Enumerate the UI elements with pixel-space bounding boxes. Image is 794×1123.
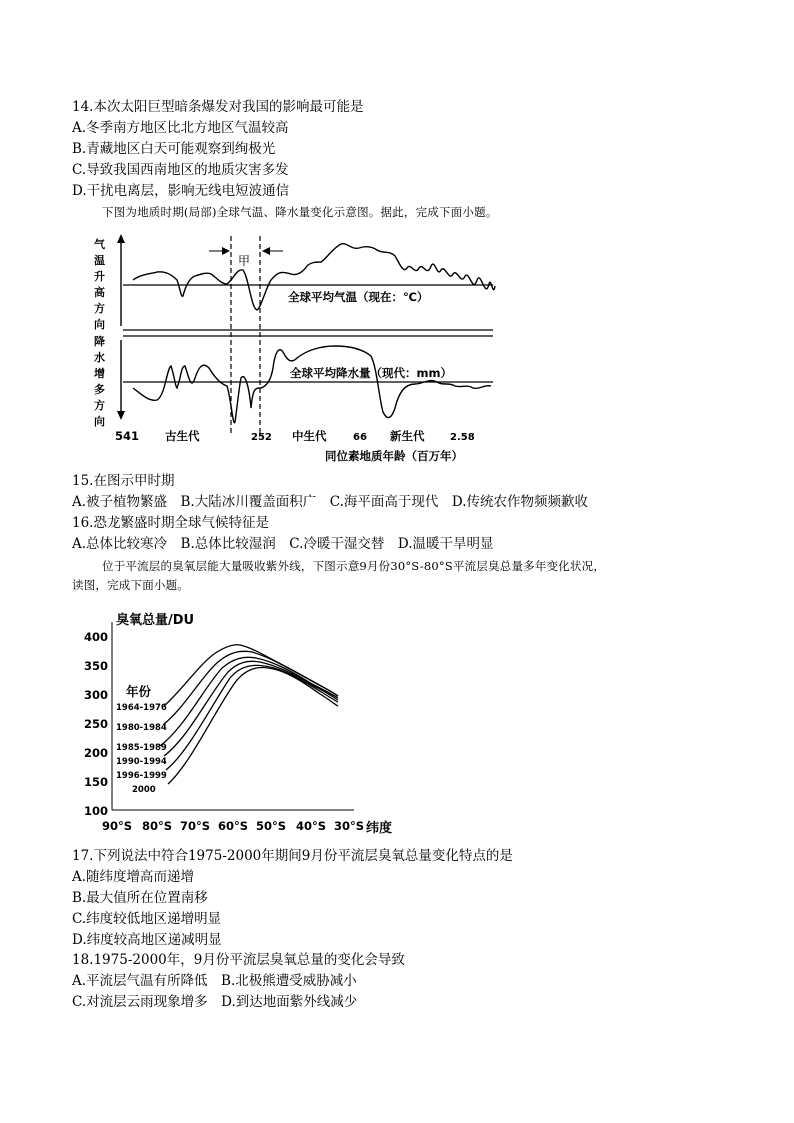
x-tick-40s: 40°S [296,819,327,833]
q14-option-b: B.青藏地区白天可能观察到绚极光 [72,141,276,157]
q15-stem: 15.在图示甲时期 [72,473,175,489]
legend-1980-1984: 1980-1984 [116,723,167,733]
climate-history-figure [85,228,505,468]
precip-curve [133,346,491,423]
q16-stem: 16.恐龙繁盛时期全球气候特征是 [72,515,269,531]
q15-options: A.被子植物繁盛 B.大陆冰川覆盖面积广 C.海平面高于现代 D.传统农作物频频歉收 [72,494,589,510]
jia-label: 甲 [238,254,251,268]
figure2-intro-line2: 读图，完成下面小题。 [72,578,189,592]
q17-option-d: D.纬度较高地区递减明显 [72,932,222,948]
figure2-intro-line1: 位于平流层的臭氧层能大量吸收紫外线，下图示意9月份30°S-80°S平流层臭总量多年变化状况， [102,559,606,573]
era-paleozoic: 古生代 [165,429,200,443]
legend-1996-1999: 1996-1999 [116,771,167,781]
jia-arrowhead-left [222,247,230,255]
legend-2000: 2000 [132,785,156,795]
y-tick-400: 400 [83,630,108,644]
q18-stem: 18.1975-2000年，9月份平流层臭氧总量的变化会导致 [72,952,405,968]
x-axis-title: 纬度 [366,821,393,836]
x-tick-80s: 80°S [142,819,173,833]
tick-252: 252 [251,432,272,443]
tick-66: 66 [353,432,367,443]
q17-stem: 17.下列说法中符合1975-2000年期间9月份平流层臭氧总量变化特点的是 [72,848,513,864]
y-label-temp-3: 升 [94,270,105,283]
legend-1990-1994: 1990-1994 [116,757,167,767]
q17-option-c: C.纬度较低地区递增明显 [72,911,222,927]
q14-option-c: C.导致我国西南地区的地质灾害多发 [72,162,289,178]
x-tick-30s: 30°S [334,819,365,833]
x-axis-title: 同位素地质年龄（百万年） [325,449,463,463]
legend-title: 年份 [126,684,152,699]
figure1-intro: 下图为地质时期(局部)全球气温、降水量变化示意图。据此，完成下面小题。 [102,205,498,219]
temp-axis-arrowhead [117,234,125,243]
y-label-precip-6: 向 [94,415,105,428]
x-tick-60s: 60°S [218,819,249,833]
era-mesozoic: 中生代 [292,429,327,443]
y-tick-300: 300 [83,688,108,702]
y-label-precip-5: 方 [94,399,105,412]
y-axis-title: 臭氧总量/DU [116,613,195,628]
y-tick-100: 100 [83,804,108,818]
legend-1964-1976: 1964-1976 [116,703,167,713]
y-tick-150: 150 [83,775,108,789]
tick-541: 541 [115,429,140,443]
y-tick-200: 200 [83,746,108,760]
q17-option-a: A.随纬度增高而递增 [72,869,195,885]
temp-average-label: 全球平均气温（现在：℃） [288,290,429,304]
y-label-precip-3: 增 [94,367,105,380]
era-cenozoic: 新生代 [390,429,425,443]
precip-average-label: 全球平均降水量（现代：mm） [290,366,452,380]
y-label-temp-1: 气 [94,238,105,251]
x-tick-50s: 50°S [256,819,287,833]
q18-options-line1: A.平流层气温有所降低 B.北极熊遭受威胁减小 [72,973,357,989]
q14-option-d: D.干扰电离层，影响无线电短波通信 [72,183,290,199]
q16-options: A.总体比较寒冷 B.总体比较湿润 C.冷暖干湿交替 D.温暖干旱明显 [72,536,494,552]
y-label-precip-4: 多 [94,383,105,396]
q18-options-line2: C.对流层云雨现象增多 D.到达地面紫外线减少 [72,994,358,1010]
legend-1985-1989: 1985-1989 [116,743,167,753]
y-label-precip-2: 水 [94,351,105,364]
y-label-precip-1: 降 [94,335,105,348]
ozone-figure [72,604,412,836]
q14-option-a: A.冬季南方地区比北方地区气温较高 [72,120,289,136]
jia-arrowhead-right [262,247,270,255]
y-tick-250: 250 [83,717,108,731]
series-1964-1976 [164,645,338,706]
x-tick-70s: 70°S [180,819,211,833]
y-label-temp-5: 方 [94,302,105,315]
q17-option-b: B.最大值所在位置南移 [72,890,208,906]
tick-2-58: 2.58 [450,432,475,443]
y-label-temp-4: 高 [94,286,105,299]
y-label-temp-2: 温 [94,254,105,267]
y-tick-350: 350 [83,659,108,673]
x-tick-90s: 90°S [102,819,133,833]
precip-axis-arrowhead [117,411,125,420]
q14-stem: 14.本次太阳巨型暗条爆发对我国的影响最可能是 [72,99,364,115]
y-label-temp-6: 向 [94,318,105,331]
